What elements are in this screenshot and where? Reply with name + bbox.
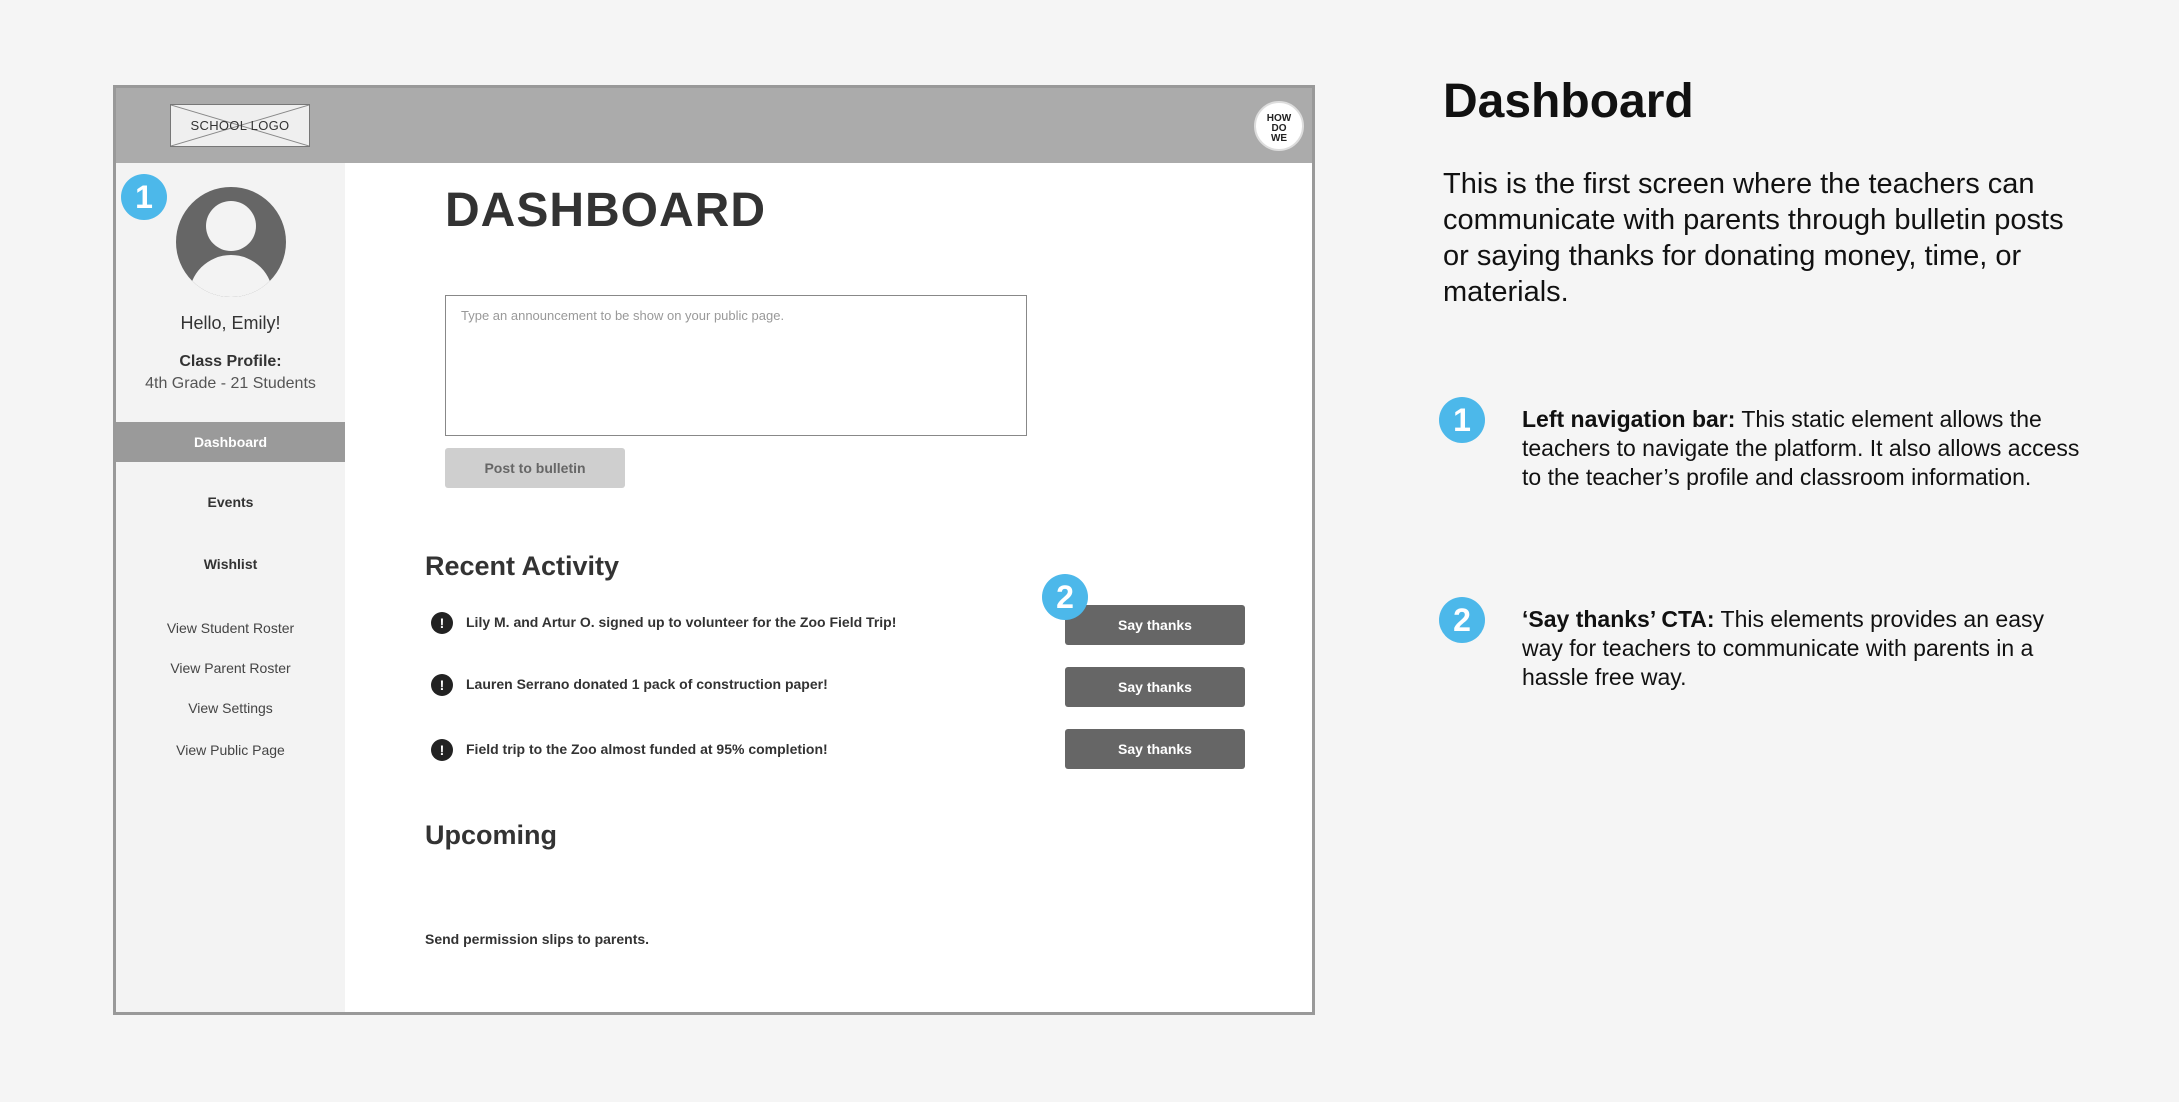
- page-title: DASHBOARD: [445, 184, 766, 237]
- sidebar-link-settings[interactable]: View Settings: [188, 700, 273, 716]
- sidebar-item-dashboard[interactable]: Dashboard: [116, 422, 345, 462]
- sidebar-link-public-page[interactable]: View Public Page: [176, 742, 285, 758]
- school-logo-label: SCHOOL LOGO: [190, 118, 290, 133]
- post-to-bulletin-button[interactable]: Post to bulletin: [445, 448, 625, 488]
- say-thanks-button[interactable]: Say thanks: [1065, 729, 1245, 769]
- upcoming-item: Send permission slips to parents.: [425, 931, 650, 947]
- top-header-bar: [116, 88, 1312, 163]
- note-say-thanks: [1522, 605, 2082, 692]
- brand-line-3: WE: [1270, 133, 1288, 144]
- note-label: Left navigation bar:: [1522, 406, 1736, 432]
- note-text: This static element allows the teachers to navigate the platform. It also allows access to the teacher’s profile and classroom information.: [1522, 406, 2080, 490]
- sidebar-item-wishlist[interactable]: Wishlist: [203, 556, 258, 572]
- alert-icon: !: [431, 674, 453, 696]
- how-do-we-logo[interactable]: [1254, 101, 1304, 151]
- recent-activity-heading: Recent Activity: [425, 551, 620, 581]
- annotation-marker-2: 2: [1042, 574, 1088, 620]
- wireframe-frame: [113, 85, 1315, 1015]
- note-label: ‘Say thanks’ CTA:: [1522, 606, 1715, 632]
- school-logo[interactable]: [170, 104, 310, 147]
- say-thanks-button[interactable]: Say thanks: [1065, 667, 1245, 707]
- sidebar-link-parent-roster[interactable]: View Parent Roster: [170, 660, 291, 676]
- sidebar-link-student-roster[interactable]: View Student Roster: [166, 620, 295, 636]
- note-marker-1: 1: [1439, 397, 1485, 443]
- announcement-input[interactable]: [445, 295, 1027, 436]
- activity-text: Field trip to the Zoo almost funded at 95% completion!: [466, 741, 828, 757]
- note-left-navigation: [1522, 405, 2082, 492]
- avatar-head-shape: [206, 201, 256, 251]
- annotation-title: Dashboard: [1443, 75, 1694, 128]
- annotation-intro: This is the first screen where the teachers can communicate with parents through bulletin posts or saying thanks for donating money, time, or materials.: [1443, 168, 2064, 308]
- sidebar-item-events[interactable]: Events: [207, 494, 254, 510]
- note-text: This elements provides an easy way for teachers to communicate with parents in a hassle free way.: [1522, 606, 2044, 690]
- avatar[interactable]: [176, 187, 286, 297]
- avatar-body-shape: [189, 255, 273, 297]
- alert-icon: !: [431, 612, 453, 634]
- left-navigation-bar: [116, 163, 345, 1012]
- alert-icon: !: [431, 739, 453, 761]
- class-profile-detail: 4th Grade - 21 Students: [145, 375, 316, 392]
- brand-line-2: DO: [1271, 123, 1287, 134]
- upcoming-heading: Upcoming: [425, 820, 557, 850]
- main-content: [345, 163, 1312, 1012]
- annotation-marker-1: 1: [121, 174, 167, 220]
- say-thanks-button[interactable]: Say thanks: [1065, 605, 1245, 645]
- activity-text: Lily M. and Artur O. signed up to volunteer for the Zoo Field Trip!: [466, 614, 897, 630]
- brand-line-1: HOW: [1266, 113, 1292, 124]
- class-profile-title: Class Profile:: [179, 353, 282, 370]
- activity-text: Lauren Serrano donated 1 pack of construction paper!: [466, 676, 828, 692]
- greeting: Hello, Emily!: [180, 313, 281, 333]
- note-marker-2: 2: [1439, 597, 1485, 643]
